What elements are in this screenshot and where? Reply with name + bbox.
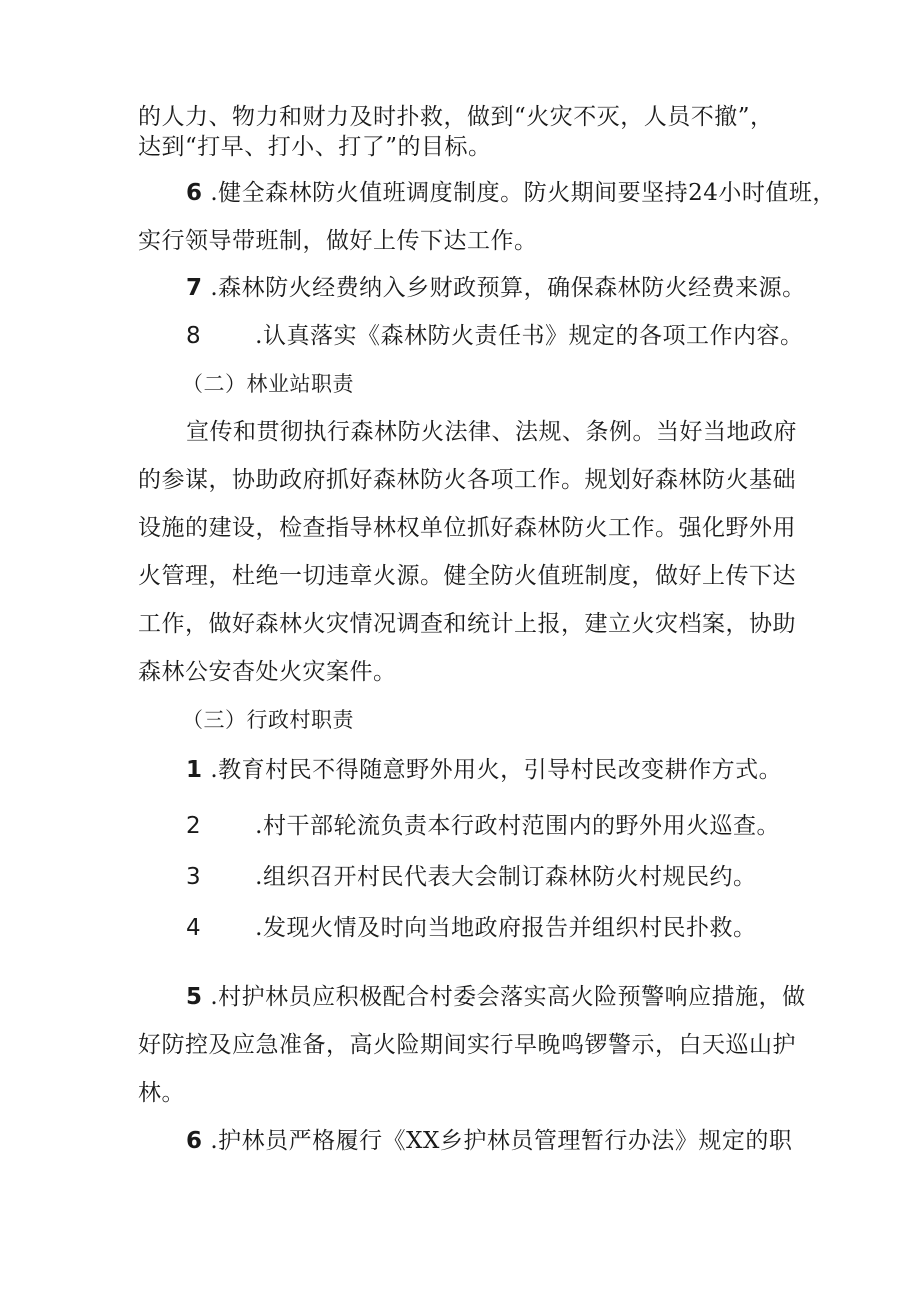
text-line: 的参谋，协助政府抓好森林防火各项工作。规划好森林防火基础 <box>138 467 796 493</box>
section-heading-2: （二）林业站职责 <box>182 372 354 396</box>
item-number: 7 <box>186 275 203 301</box>
list-item-6b <box>186 1126 792 1156</box>
item-number: 3 <box>186 864 202 890</box>
text-line: 达到“打早、打小、打了”的目标。 <box>138 134 492 160</box>
list-item-8 <box>186 321 803 351</box>
item-number: 6 <box>186 180 203 206</box>
item-number: 5 <box>186 984 203 1010</box>
item-number: 6 <box>186 1128 203 1154</box>
list-item-1 <box>186 755 782 785</box>
list-item-6 <box>186 178 836 208</box>
item-text: 组织召开村民代表大会制订森林防火村规民约。 <box>262 864 757 890</box>
text-line: 实行领导带班制，做好上传下达工作。 <box>138 228 538 254</box>
item-number: 2 <box>186 813 202 839</box>
list-item-3 <box>186 862 756 892</box>
section-heading-3: （三）行政村职责 <box>182 708 354 732</box>
text-line: 好防控及应急准备，高火险期间实行早晚鸣锣警示，白天巡山护 <box>138 1032 796 1058</box>
list-item-2 <box>186 811 780 841</box>
item-dot: . <box>210 1128 219 1154</box>
item-number: 1 <box>186 757 203 783</box>
item-dot: . <box>255 915 263 941</box>
text-line: 工作，做好森林火灾情况调查和统计上报，建立火灾档案，协助 <box>138 611 796 637</box>
item-dot: . <box>255 323 263 349</box>
item-text: 健全森林防火值班调度制度。防火期间要坚持24小时值班， <box>218 180 836 206</box>
item-text: 发现火情及时向当地政府报告并组织村民扑救。 <box>262 915 757 941</box>
item-number: 4 <box>186 915 202 941</box>
text-line: 设施的建设，检查指导林权单位抓好森林防火工作。强化野外用 <box>138 515 796 541</box>
item-number: 8 <box>186 323 202 349</box>
item-text: 护林员严格履行《XX乡护林员管理暂行办法》规定的职 <box>218 1128 793 1154</box>
item-dot: . <box>210 984 219 1010</box>
list-item-5 <box>186 982 806 1012</box>
item-text: 村护林员应积极配合村委会落实高火险预警响应措施，做 <box>218 984 806 1010</box>
item-dot: . <box>255 864 263 890</box>
text-line: 的人力、物力和财力及时扑救，做到“火灾不灭，人员不撤”， <box>138 104 774 130</box>
item-text: 认真落实《森林防火责任书》规定的各项工作内容。 <box>262 323 804 349</box>
text-line: 林。 <box>138 1080 185 1106</box>
item-text: 教育村民不得随意野外用火，引导村民改变耕作方式。 <box>218 757 783 783</box>
item-dot: . <box>210 757 219 783</box>
text-line: 森林公安杳处火灾案件。 <box>138 659 397 685</box>
item-text: 村干部轮流负责本行政村范围内的野外用火巡查。 <box>262 813 780 839</box>
item-text: 森林防火经费纳入乡财政预算，确保森林防火经费来源。 <box>218 275 806 301</box>
item-dot: . <box>255 813 263 839</box>
list-item-4 <box>186 913 756 943</box>
item-dot: . <box>210 275 219 301</box>
list-item-7 <box>186 273 806 303</box>
item-dot: . <box>210 180 219 206</box>
text-line: 宣传和贯彻执行森林防火法律、法规、条例。当好当地政府 <box>186 419 797 445</box>
text-line: 火管理，杜绝一切违章火源。健全防火值班制度，做好上传下达 <box>138 563 796 589</box>
